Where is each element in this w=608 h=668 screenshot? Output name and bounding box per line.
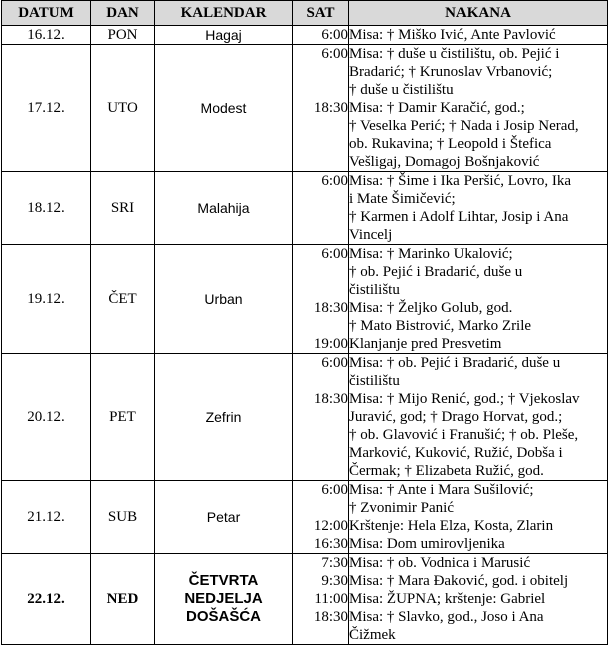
intention-line: Misa: † Mara Đaković, god. i obitelj	[349, 573, 569, 589]
intention-line: Vešligaj, Domagoj Bošnjaković	[349, 154, 540, 170]
table-row	[2, 245, 608, 354]
time-line: 11:00	[314, 591, 348, 607]
time-cell	[293, 354, 349, 481]
mass-schedule-table	[1, 0, 608, 645]
date-cell: 17.12.	[2, 45, 91, 172]
intention-line: Misa: † Damir Karačić, god.;	[349, 100, 525, 116]
intention-cell	[349, 26, 608, 45]
table-row	[2, 481, 608, 554]
intention-cell	[349, 554, 608, 645]
intention-line: Krštenje: Hela Elza, Kosta, Zlarin	[349, 518, 554, 534]
intention-line: † Mato Bistrović, Marko Zrile	[349, 318, 532, 334]
calendar-cell	[155, 172, 293, 245]
date-cell: 18.12.	[2, 172, 91, 245]
time-line	[293, 444, 348, 462]
intention-line: Misa: † Slavko, god., Joso i Ana	[349, 609, 544, 625]
calendar-line: Modest	[200, 100, 247, 116]
time-line	[293, 372, 348, 390]
time-line: 12:00	[313, 518, 348, 534]
calendar-line: DOŠAŠĆA	[185, 608, 261, 625]
calendar-line: Urban	[204, 291, 243, 307]
time-line: 6:00	[321, 355, 348, 371]
intention-line: Misa: † Marinko Ukalović;	[349, 246, 513, 262]
calendar-line: Hagaj	[205, 27, 242, 43]
time-line	[293, 117, 348, 135]
date-cell: 16.12.	[2, 26, 91, 45]
intention-line: Misa: † Ante i Mara Sušilović;	[349, 482, 534, 498]
time-line: 6:00	[321, 246, 348, 262]
header-day: DAN	[91, 1, 155, 26]
time-cell	[293, 554, 349, 645]
time-cell	[293, 245, 349, 354]
table-row	[2, 354, 608, 481]
time-line: 9:30	[321, 573, 348, 589]
calendar-line: ČETVRTA	[188, 572, 259, 589]
table-row	[2, 26, 608, 45]
header-time: SAT	[293, 1, 349, 26]
day-cell: SUB	[91, 481, 155, 554]
intention-line: Misa: † Miško Ivić, Ante Pavlović	[349, 27, 556, 43]
time-line: 6:00	[321, 482, 348, 498]
table-row	[2, 554, 608, 645]
time-line: 6:00	[321, 46, 348, 62]
time-line	[293, 626, 348, 644]
intention-cell	[349, 245, 608, 354]
calendar-cell	[155, 45, 293, 172]
time-cell	[293, 172, 349, 245]
date-cell: 22.12.	[2, 554, 91, 645]
calendar-line: Petar	[206, 509, 241, 525]
calendar-line: Malahija	[197, 200, 250, 216]
header-intention: NAKANA	[349, 1, 608, 26]
calendar-cell	[155, 26, 293, 45]
time-line: 18:30	[313, 100, 348, 116]
date-cell: 21.12.	[2, 481, 91, 554]
time-line	[293, 226, 348, 244]
time-line: 6:00	[321, 27, 348, 43]
day-cell: SRI	[91, 172, 155, 245]
intention-cell	[349, 172, 608, 245]
intention-line: † Karmen i Adolf Lihtar, Josip i Ana	[349, 209, 569, 225]
time-cell	[293, 45, 349, 172]
time-line	[293, 81, 348, 99]
day-cell: ČET	[91, 245, 155, 354]
time-line: 16:30	[313, 536, 348, 552]
time-line: 7:30	[321, 555, 348, 571]
time-line: 18:30	[313, 609, 348, 625]
intention-line: Misa: † Šime i Ika Peršić, Lovro, Ika	[349, 173, 572, 189]
intention-line: Bradarić; † Krunoslav Vrbanović;	[349, 64, 553, 80]
time-line	[293, 263, 348, 281]
time-line	[293, 462, 348, 480]
header-date: DATUM	[2, 1, 91, 26]
intention-line: Klanjanje pred Presvetim	[349, 336, 502, 352]
time-cell	[293, 481, 349, 554]
time-line: 18:30	[313, 300, 348, 316]
intention-cell	[349, 354, 608, 481]
intention-line: ob. Rukavina; † Leopold i Štefica	[349, 136, 552, 152]
time-line	[293, 208, 348, 226]
intention-line: Misa: † Mijo Renić, god.; † Vjekoslav	[349, 391, 580, 407]
day-cell: NED	[91, 554, 155, 645]
intention-cell	[349, 481, 608, 554]
intention-line: čistilištu	[349, 373, 400, 389]
intention-line: † duše u čistilištu	[349, 82, 454, 98]
time-line	[293, 135, 348, 153]
intention-line: Misa: Dom umirovljenika	[349, 536, 505, 552]
schedule-body	[2, 26, 608, 645]
time-line	[293, 281, 348, 299]
intention-line: † Veselka Perić; † Nada i Josip Nerad,	[349, 118, 579, 134]
intention-line: Čižmek	[349, 627, 396, 643]
calendar-cell	[155, 554, 293, 645]
intention-line: Čermak; † Elizabeta Ružić, god.	[349, 463, 544, 479]
header-calendar: KALENDAR	[155, 1, 293, 26]
date-cell: 20.12.	[2, 354, 91, 481]
intention-line: Misa: ŽUPNA; krštenje: Gabriel	[349, 591, 546, 607]
time-line: 19:00	[313, 336, 348, 352]
table-row	[2, 45, 608, 172]
intention-line: Juravić, god; † Drago Horvat, god.;	[349, 409, 563, 425]
intention-line: Misa: † Željko Golub, god.	[349, 300, 513, 316]
time-line	[293, 426, 348, 444]
day-cell: PET	[91, 354, 155, 481]
time-cell	[293, 26, 349, 45]
time-line	[293, 153, 348, 171]
time-line	[293, 63, 348, 81]
time-line	[293, 190, 348, 208]
time-line	[293, 499, 348, 517]
intention-line: Misa: † duše u čistilištu, ob. Pejić i	[349, 46, 560, 62]
time-line: 18:30	[313, 391, 348, 407]
table-row	[2, 172, 608, 245]
intention-line: Misa: † ob. Pejić i Bradarić, duše u	[349, 355, 561, 371]
day-cell: PON	[91, 26, 155, 45]
date-cell: 19.12.	[2, 245, 91, 354]
calendar-line: NEDJELJA	[184, 590, 263, 607]
time-line	[293, 317, 348, 335]
time-line: 6:00	[321, 173, 348, 189]
intention-cell	[349, 45, 608, 172]
intention-line: Misa: † ob. Vodnica i Marusić	[349, 555, 531, 571]
time-line	[293, 408, 348, 426]
intention-line: † Zvonimir Panić	[349, 500, 454, 516]
intention-line: † ob. Glavović i Franušić; † ob. Pleše,	[349, 427, 579, 443]
intention-line: Vincelj	[349, 227, 393, 243]
intention-line: i Mate Šimičević;	[349, 191, 456, 207]
day-cell: UTO	[91, 45, 155, 172]
calendar-cell	[155, 354, 293, 481]
calendar-cell	[155, 245, 293, 354]
intention-line: čistilištu	[349, 282, 400, 298]
intention-line: † ob. Pejić i Bradarić, duše u	[349, 264, 523, 280]
intention-line: Marković, Kuković, Ružić, Dobša i	[349, 445, 563, 461]
header-row	[2, 1, 608, 26]
calendar-cell	[155, 481, 293, 554]
calendar-line: Zefrin	[205, 409, 242, 425]
